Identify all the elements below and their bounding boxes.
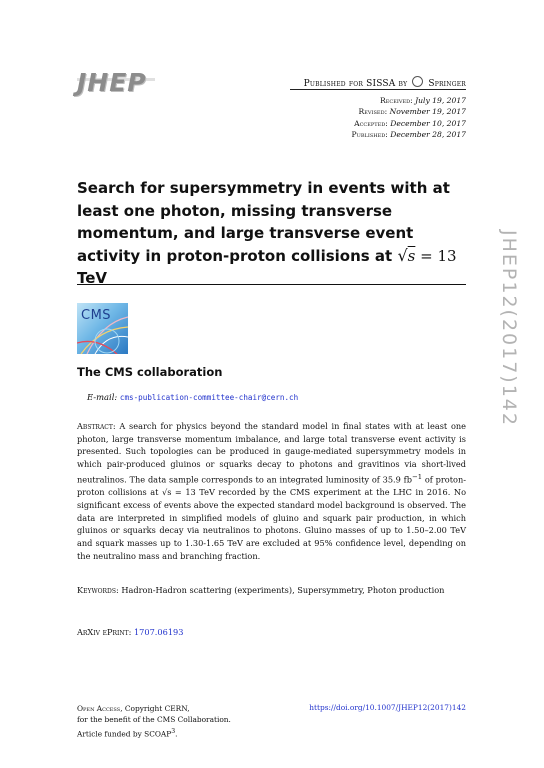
publisher-name: Springer: [428, 79, 466, 89]
paper-title: [77, 177, 477, 290]
date-published: Published: December 28, 2017: [351, 130, 466, 140]
arxiv-line: [77, 627, 183, 637]
collaboration-name: The CMS collaboration: [77, 365, 223, 379]
keywords-text: Hadron-Hadron scattering (experiments), Supersymmetry, Photon production: [121, 585, 445, 595]
title-sqrt-symbol: √: [397, 245, 408, 265]
arxiv-label: ArXiv ePrint:: [77, 627, 132, 637]
abstract: [77, 420, 466, 562]
title-sqrt-var: s: [407, 246, 416, 265]
dates-block: [300, 95, 466, 141]
abstract-superscript: −1: [411, 472, 423, 481]
keywords-label: Keywords:: [77, 585, 119, 595]
open-access-rest: , Copyright CERN,: [120, 704, 190, 713]
publisher-line: [290, 76, 466, 89]
open-access-label: Open Access: [77, 704, 121, 713]
abstract-text-part1: A search for physics beyond the standard model in final states with at least one photon, large transverse momentum imbalance, and large total transverse event activity is presented. Such topologies can be produced in gauge-mediated supersymmetry models in which pair-produced gluinos or squarks decay to photons and gravitinos via short-lived neutralinos. The data sample corresponds to an integrated luminosity of 35.9 fb: [77, 421, 466, 485]
footer-license: Open Access, Copyright CERN, for the benefit of the CMS Collaboration. Article funded by SCOAP$^3$.: [77, 704, 231, 739]
email-label: E-mail:: [87, 392, 118, 402]
date-revised: Revised: November 19, 2017: [358, 107, 466, 117]
date-received: Received: July 19, 2017: [380, 96, 466, 105]
publisher-prefix: Published for SISSA by: [303, 79, 408, 89]
springer-horse-icon: [412, 76, 423, 87]
cms-logo-text: CMS: [81, 308, 112, 323]
abstract-text-part2: of proton-proton collisions at √s = 13 TeV recorded by the CMS experiment at the LHC in 2016. No significant excess of events above the expected standard model background is observed. The data are interpreted in simplified models of gluino and squark pair production, in which gluinos or squarks decay via neutralinos to photons. Gluino masses of up to 1.50–2.00 TeV and squark masses up to 1.30-1.65 TeV are excluded at 95% confidence level, depending on the neutralino mass and branching fraction.: [77, 474, 466, 561]
footer-doi: [296, 703, 466, 712]
title-main: Search for supersymmetry in events with at least one photon, missing transverse momentum, and large transverse event activity in proton-proton collisions at: [77, 179, 450, 265]
arxiv-link[interactable]: 1707.06193: [133, 627, 184, 637]
footer-line3-sup: 3: [171, 727, 176, 735]
doi-link[interactable]: https://doi.org/10.1007/JHEP12(2017)142: [309, 703, 466, 712]
title-unit: TeV: [77, 269, 108, 287]
footer-line2: for the benefit of the CMS Collaboration.: [77, 715, 231, 725]
publisher-rule: [290, 89, 466, 90]
email-line: [87, 392, 298, 402]
jhep-logo-text: JHEP: [77, 68, 147, 97]
footer-line3: Article funded by SCOAP: [77, 729, 172, 739]
cms-logo: [77, 303, 128, 354]
abstract-label: Abstract:: [77, 421, 116, 431]
title-equals: = 13: [415, 246, 457, 265]
keywords: [77, 584, 466, 597]
side-stamp: JHEP12(2017)142: [498, 230, 520, 427]
title-rule: [77, 284, 466, 285]
jhep-logo: [77, 68, 155, 98]
date-accepted: Accepted: December 10, 2017: [354, 118, 466, 128]
email-link[interactable]: cms-publication-committee-chair@cern.ch: [119, 393, 299, 402]
